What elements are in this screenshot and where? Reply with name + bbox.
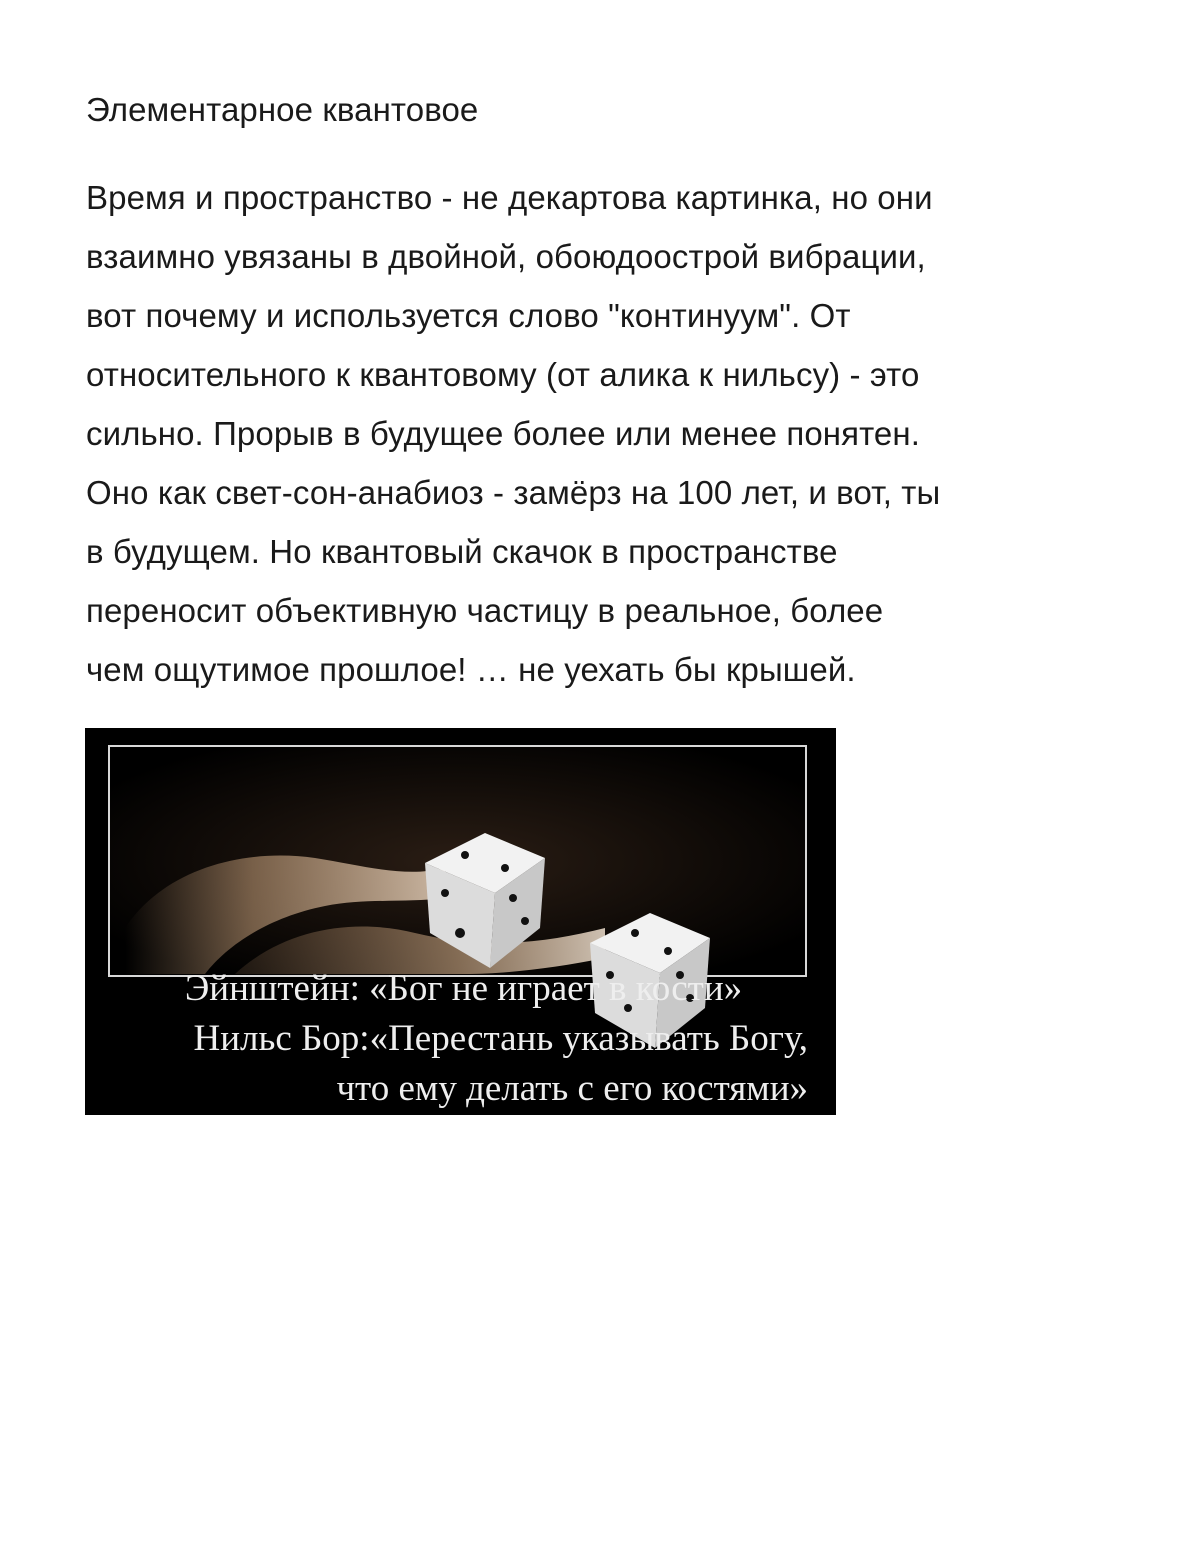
body-line: переносит объективную частицу в реальное, более (86, 592, 884, 629)
body-line: чем ощутимое прошлое! … не уехать бы крышей. (86, 651, 856, 688)
document-heading: Элементарное квантовое (86, 91, 479, 128)
document-body (86, 168, 1126, 699)
caption-bohr-quote: Нильс Бор:«Перестань указывать Богу, (193, 1018, 808, 1059)
body-line: Оно как свет-сон-анабиоз - замёрз на 100 лет, и вот, ты (86, 474, 941, 511)
body-line: взаимно увязаны в двойной, обоюдоострой вибрации, (86, 238, 926, 275)
poster-caption (85, 964, 836, 1114)
caption-einstein-quote: Эйнштейн: «Бог не играет в кости» (184, 968, 743, 1009)
demotivator-poster (85, 728, 836, 1115)
body-line: сильно. Прорыв в будущее более или менее понятен. (86, 415, 920, 452)
body-line: относительного к квантовому (от алика к нильсу) - это (86, 356, 920, 393)
body-line: вот почему и используется слово "континуум". От (86, 297, 851, 334)
body-line: Время и пространство - не декартова картинка, но они (86, 179, 933, 216)
caption-bohr-quote-continued: что ему делать с его костями» (336, 1068, 808, 1109)
body-line: в будущем. Но квантовый скачок в пространстве (86, 533, 838, 570)
